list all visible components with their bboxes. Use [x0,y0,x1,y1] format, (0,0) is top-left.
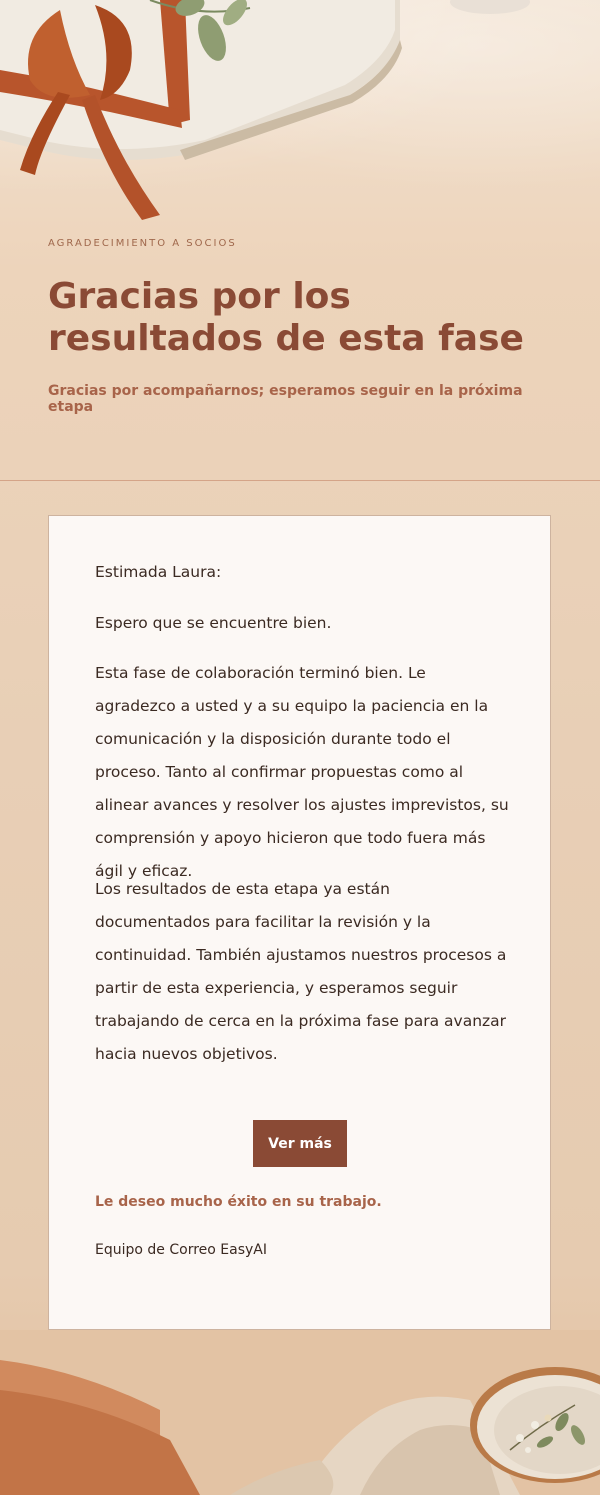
ver-mas-button[interactable]: Ver más [253,1120,347,1167]
letter-paragraph: Espero que se encuentre bien. [95,614,332,632]
letter-greeting: Estimada Laura: [95,563,222,581]
footer-illustration [0,1330,600,1495]
header-eyebrow: AGRADECIMIENTO A SOCIOS [48,238,237,249]
letter-closing: Le deseo mucho éxito en su trabajo. [95,1194,382,1210]
page-title: Gracias por los resultados de esta fase [48,276,524,359]
letter-paragraph: Esta fase de colaboración terminó bien. Le agradezco a usted y a su equipo la paciencia en la comunicación y la disposición durante todo el proceso. Tanto al confirmar propuestas como al alinear avances y resolver los ajustes imprevistos, su comprensión y apoyo hicieron que todo fuera más ágil y eficaz. [95,664,509,880]
hero-illustration [0,0,600,230]
letter-paragraph: Los resultados de esta etapa ya están documentados para facilitar la revisión y la continuidad. También ajustamos nuestros procesos a partir de esta experiencia, y esperamos seguir trabajando de cerca en la próxima fase para avanzar hacia nuevos objetivos. [95,880,507,1063]
gift-book-ribbon-icon [0,0,600,230]
letter-signature: Equipo de Correo EasyAI [95,1242,267,1258]
linen-flower-bowl-icon [0,1330,600,1495]
page-subtitle: Gracias por acompañarnos; esperamos seguir en la próxima etapa [48,383,523,415]
header-divider [0,480,600,481]
